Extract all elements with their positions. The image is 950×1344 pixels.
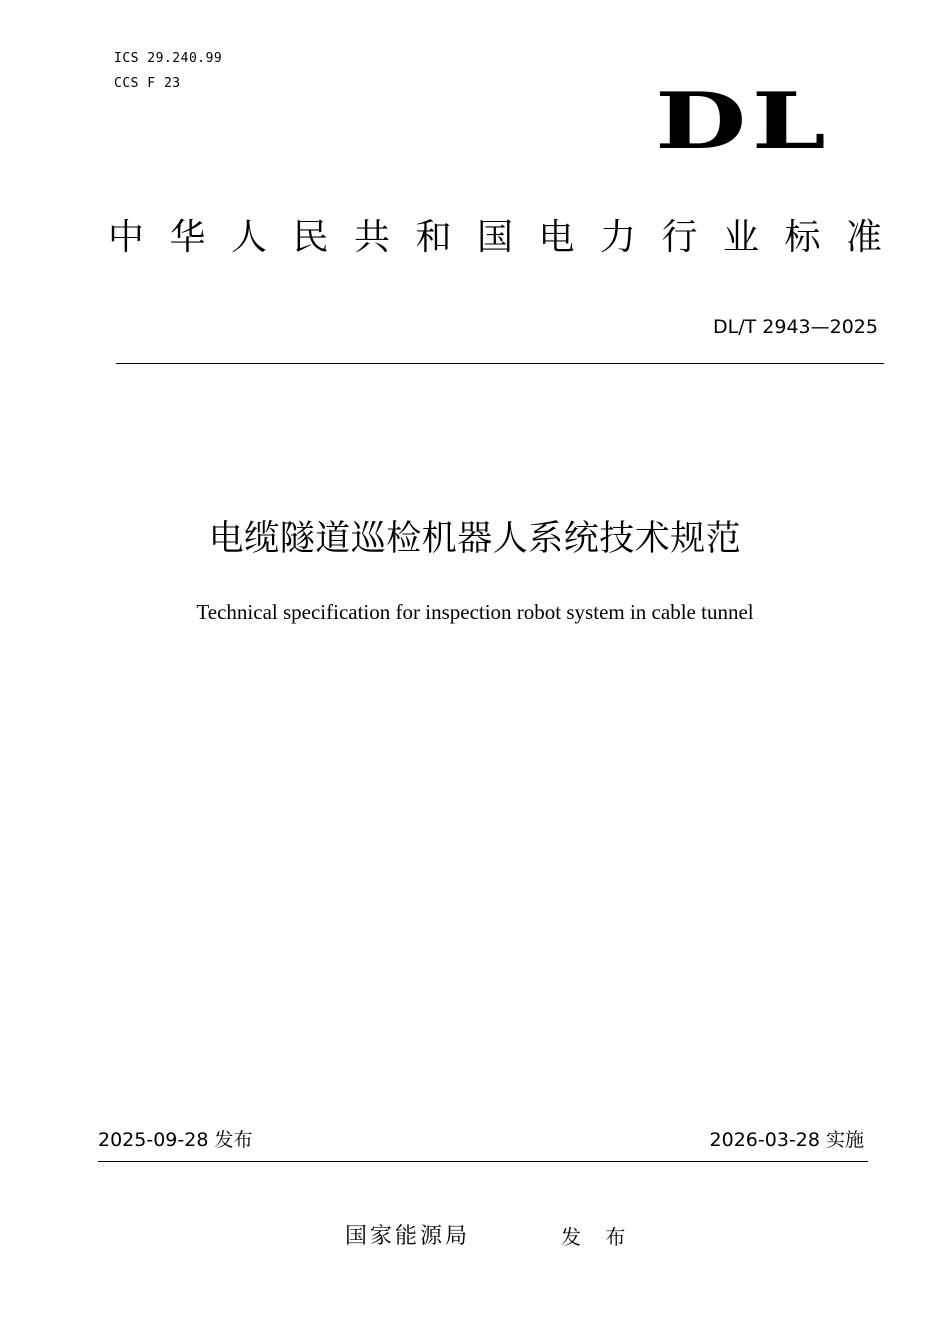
top-divider (116, 363, 884, 364)
publish-label: 发 布 (561, 1225, 635, 1249)
publisher-name: 国家能源局 (345, 1224, 471, 1249)
document-title-english: Technical specification for inspection robot system in cable tunnel (196, 600, 754, 624)
issue-date: 2025-09-28 发布 (98, 1129, 253, 1151)
ccs-code: CCS F 23 (114, 76, 181, 91)
ics-code: ICS 29.240.99 (114, 51, 223, 66)
bottom-divider (98, 1161, 868, 1162)
standard-category-title: 中华人民共和国电力行业标准 (108, 217, 908, 258)
document-title-chinese: 电缆隧道巡检机器人系统技术规范 (208, 519, 742, 559)
dl-logo: DL (655, 76, 832, 167)
implementation-date: 2026-03-28 实施 (709, 1129, 864, 1151)
standard-number: DL/T 2943—2025 (713, 316, 878, 338)
